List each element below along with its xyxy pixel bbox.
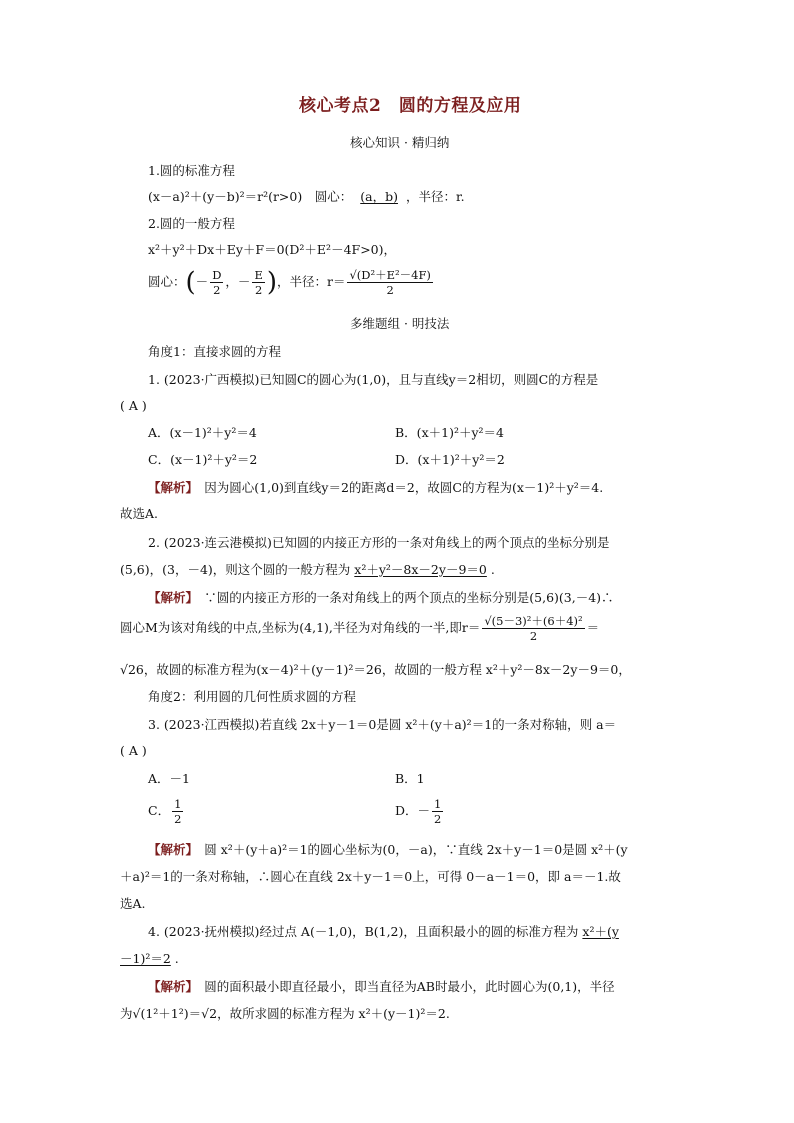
question-1-stem: 1. (2023·广西模拟)已知圆C的圆心为(1,0)，且与直线y＝2相切，则圆C的方程是: [148, 372, 599, 387]
option-a: A．(x－1)²＋y²＝4: [148, 425, 257, 440]
analysis-4-text: 圆的面积最小即直径最小，即当直径为AB时最小，此时圆心为(0,1)，半径: [204, 979, 615, 994]
knowledge-1-equation: [148, 189, 465, 205]
analysis-2: [148, 590, 614, 606]
q3-option-d: D．－ $\frac{1}{2}$: [395, 797, 442, 826]
analysis-4: [148, 979, 615, 995]
radius-label: ，半径：r＝: [277, 274, 346, 289]
section-heading-knowledge: 核心知识 · 精归纳: [350, 135, 450, 150]
section-heading-practice: 多维题组 · 明技法: [350, 316, 450, 331]
question-4-answer: x²＋(y: [582, 924, 619, 939]
fraction-d: $\frac{D}{2}$: [212, 268, 222, 297]
analysis-tag: 【解析】: [148, 842, 192, 857]
radius-fraction: $\frac{\text{√(D²＋E²－4F)}}{2}$: [349, 268, 431, 297]
analysis-1-cont: 故选A.: [120, 506, 159, 521]
angle-2-heading: 角度2：利用圆的几何性质求圆的方程: [148, 689, 356, 704]
knowledge-2-heading: 2.圆的一般方程: [148, 216, 235, 231]
option-c: C．(x－1)²＋y²＝2: [148, 452, 258, 467]
analysis-2-line2: 圆心M为该对角线的中点,坐标为(4,1),半径为对角线的一半,即r＝ $\frac{\text{√(5－3)²＋(6＋4)²}}{2}$ ＝: [120, 614, 600, 643]
center-answer: (a，b): [360, 189, 398, 204]
standard-equation-text: (x－a)²＋(y－b)²＝r²(r>0) 圆心：: [148, 189, 353, 204]
option-d: D．(x＋1)²＋y²＝2: [395, 452, 505, 467]
analysis-2-line3: √26，故圆的标准方程为(x－4)²＋(y－1)²＝26，故圆的一般方程 x²＋y²－8x－2y－9＝0，: [120, 662, 631, 677]
knowledge-2-center: 圆心：(－ $\frac{D}{2}$ ，－ $\frac{E}{2}$ )，半径：r＝ $\frac{\text{√(D²＋E²－4F)}}{2}$: [148, 267, 431, 298]
question-4-answer-cont: －1)²＝2: [120, 951, 171, 966]
option-b: B．(x＋1)²＋y²＝4: [395, 425, 504, 440]
analysis-3-text: 圆 x²＋(y＋a)²＝1的圆心坐标为(0，－a)，∵直线 2x＋y－1＝0是圆 x²＋(y: [204, 842, 628, 857]
analysis-tag: 【解析】: [148, 979, 192, 994]
q3-option-c: C． $\frac{1}{2}$: [148, 797, 182, 826]
knowledge-1-heading: 1.圆的标准方程: [148, 163, 235, 178]
angle-1-heading: 角度1：直接求圆的方程: [148, 344, 281, 359]
question-2-stem-cont: (5,6)，(3，－4)，则这个圆的一般方程为 x²＋y²－8x－2y－9＝0 .: [120, 562, 495, 577]
question-3-answer-mark: ( A ): [120, 743, 147, 758]
center-label: 圆心：: [148, 274, 186, 289]
page-title: 核心考点2 圆的方程及应用: [299, 96, 522, 116]
radius-text: ，半径：r.: [405, 189, 465, 204]
question-4-stem: 4. (2023·抚州模拟)经过点 A(－1,0)，B(1,2)，且面积最小的圆的标准方程为 x²＋(y: [148, 924, 619, 939]
question-1-answer-mark: ( A ): [120, 398, 147, 413]
analysis-2-text: ∵圆的内接正方形的一条对角线上的两个顶点的坐标分别是(5,6)(3,－4)∴: [204, 590, 614, 605]
fraction-e: $\frac{E}{2}$: [254, 268, 263, 297]
analysis-3-line3: 选A.: [120, 896, 146, 911]
radius-fraction: $\frac{\text{√(5－3)²＋(6＋4)²}}{2}$: [484, 614, 583, 643]
analysis-3: [148, 842, 628, 858]
analysis-4-line2: 为√(1²＋1²)＝√2，故所求圆的标准方程为 x²＋(y－1)²＝2.: [120, 1006, 450, 1021]
knowledge-2-equation: x²＋y²＋Dx＋Ey＋F＝0(D²＋E²－4F>0)，: [148, 242, 396, 257]
analysis-tag: 【解析】: [148, 590, 192, 605]
question-2-stem: 2. (2023·连云港模拟)已知圆的内接正方形的一条对角线上的两个顶点的坐标分别是: [148, 535, 610, 550]
analysis-tag: 【解析】: [148, 480, 192, 495]
question-2-answer: x²＋y²－8x－2y－9＝0: [354, 562, 487, 577]
question-3-stem: 3. (2023·江西模拟)若直线 2x＋y－1＝0是圆 x²＋(y＋a)²＝1的一条对称轴，则 a＝: [148, 717, 617, 732]
analysis-1-text: 因为圆心(1,0)到直线y＝2的距离d＝2，故圆C的方程为(x－1)²＋y²＝4.: [204, 480, 604, 495]
q3-option-a: A．－1: [148, 771, 190, 786]
analysis-3-line2: ＋a)²＝1的一条对称轴，∴圆心在直线 2x＋y－1＝0上，可得 0－a－1＝0，即 a＝－1.故: [120, 869, 621, 884]
question-4-stem-cont: －1)²＝2 .: [120, 951, 179, 966]
q3-option-b: B．1: [395, 771, 425, 786]
analysis-1: [148, 480, 603, 496]
